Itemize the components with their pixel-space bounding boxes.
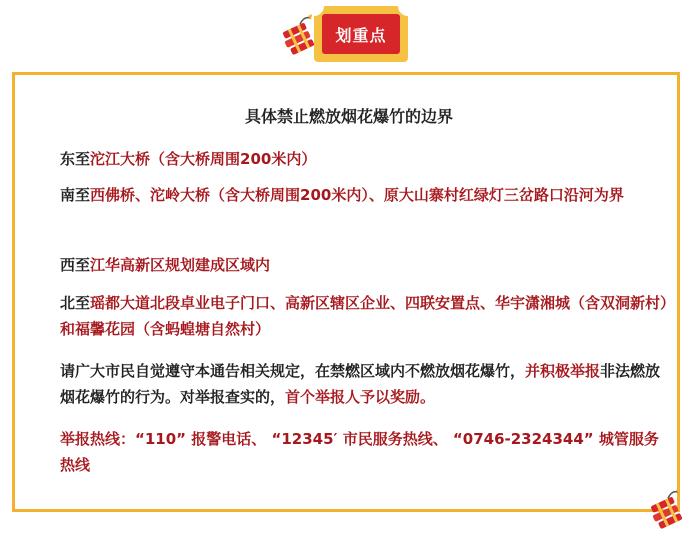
boundary-north: [60, 290, 672, 342]
firecracker-icon: [650, 488, 686, 534]
firecracker-icon: [282, 14, 318, 60]
direction-label: 南至: [60, 186, 91, 204]
notice-text: 请广大市民自觉遵守本通告相关规定，在禁燃区域内不燃放烟花爆竹，: [60, 362, 526, 380]
boundary-west: [60, 252, 672, 278]
direction-label: 北至: [60, 294, 91, 312]
badge-label: 划重点: [322, 14, 400, 54]
direction-label: 东至: [60, 150, 91, 168]
boundary-text: 瑶都大道北段卓业电子门口、高新区辖区企业、四联安置点、华宇潇湘城（含双洞新村）和福馨花园（含蚂蝗塘自然村）: [60, 294, 668, 338]
notice-highlight: 首个举报人予以奖励。: [285, 388, 436, 406]
boundary-text: 沱江大桥（含大桥周围200米内）: [90, 150, 317, 168]
notice-paragraph: [60, 358, 672, 410]
direction-label: 西至: [60, 256, 91, 274]
boundary-text: 西佛桥、沱岭大桥（含大桥周围200米内）、原大山寨村红绿灯三岔路口沿河为界: [90, 186, 624, 204]
boundary-east: [60, 146, 672, 172]
hotline-paragraph: 举报热线：“110” 报警电话、 “12345′ 市民服务热线、 “0746-2324344” 城管服务热线: [60, 430, 659, 474]
boundary-text: 江华高新区规划建成区域内: [90, 256, 271, 274]
highlight-badge: [314, 6, 408, 62]
boundary-south: [60, 182, 672, 208]
page-title: 具体禁止燃放烟花爆竹的边界: [244, 107, 453, 126]
notice-highlight: 并积极举报: [525, 362, 601, 380]
notice-text: 非法燃放烟花爆竹的行为。对举报查实的，: [60, 362, 661, 406]
